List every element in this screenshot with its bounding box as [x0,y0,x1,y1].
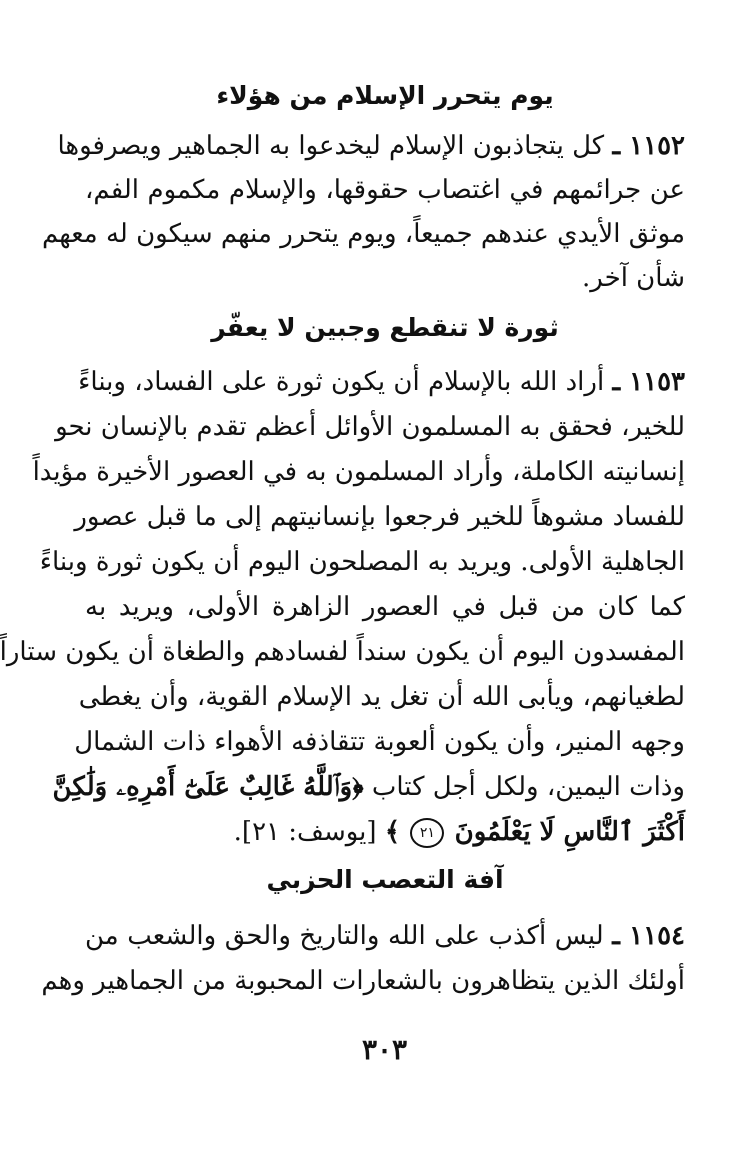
paragraph-1153-line-11 [85,808,685,856]
paragraph-1153-line-1 [78,358,685,406]
paragraph-1153-line-10 [52,763,685,811]
paragraph-1153-text-1: أراد الله بالإسلام أن يكون ثورة على الفساد، وبناءً [78,367,605,397]
paragraph-1152-line-4: شأن آخر. [582,263,685,293]
paragraph-1153-line-5: الجاهلية الأولى. ويريد به المصلحون اليوم أن يكون ثورة وبناءً [39,547,685,577]
paragraph-1154-line-1 [85,912,685,960]
quran-verse-part-1: ﴿وَٱللَّهُ غَالِبٌ عَلَىٰٓ أَمْرِهِۦ وَلَٰكِنَّ [52,772,364,802]
section-heading-partisanship: آفة التعصب الحزبي [266,865,504,894]
paragraph-1153-line-9: وجهه المنير، وأن يكون ألعوبة تتقاذفه الأهواء ذات الشمال [74,727,685,757]
section-heading-revolution: ثورة لا تنقطع وجبين لا يعفّر [211,313,559,342]
ayah-number-icon: ٢١ [410,818,444,848]
section-heading-liberation: يوم يتحرر الإسلام من هؤلاء [216,81,554,110]
quran-verse-part-2: أَكْثَرَ ٱلنَّاسِ لَا يَعْلَمُونَ [454,817,685,847]
paragraph-1154-line-2: أولئك الذين يتظاهرون بالشعارات المحبوبة من الجماهير وهم [41,966,685,996]
paragraph-1153-text-10: وذات اليمين، ولكل أجل كتاب [371,772,685,802]
paragraph-number-1152: ١١٥٢ ـ [612,131,685,161]
paragraph-1152-line-1 [57,122,685,170]
page-number: ٣٠٣ [361,1033,408,1066]
paragraph-1154-text-1: ليس أكذب على الله والتاريخ والحق والشعب من [85,921,604,951]
paragraph-number-1154: ١١٥٤ ـ [612,921,686,951]
quran-verse-close: ﴾ [384,817,401,847]
paragraph-1152-line-2: عن جرائمهم في اغتصاب حقوقها، والإسلام مكموم الفم، [85,175,685,205]
paragraph-1153-line-3: إنسانيته الكاملة، وأراد المسلمون به في العصور الأخيرة مؤيداً [32,457,685,487]
verse-reference: [يوسف: ٢١]. [233,817,377,847]
paragraph-1153-line-2: للخير، فحقق به المسلمون الأوائل أعظم تقدم بالإنسان نحو [55,412,685,442]
paragraph-1153-line-4: للفساد مشوهاً للخير فرجعوا بإنسانيتهم إلى ما قبل عصور [74,502,685,532]
paragraph-number-1153: ١١٥٣ ـ [612,367,685,397]
paragraph-1153-line-6: كما كان من قبل في العصور الزاهرة الأولى، ويريد به [85,592,685,622]
paragraph-1152-text-1: كل يتجاذبون الإسلام ليخدعوا به الجماهير ويصرفوها [57,131,605,161]
paragraph-1153-line-7: المفسدون اليوم أن يكون سنداً لفسادهم والطغاة أن يكون ستاراً [0,637,685,667]
paragraph-1152-line-3: موثق الأيدي عندهم جميعاً، ويوم يتحرر منهم سيكون له معهم [41,219,685,249]
paragraph-1153-line-8: لطغيانهم، ويأبى الله أن تغل يد الإسلام القوية، وأن يغطى [78,682,685,712]
